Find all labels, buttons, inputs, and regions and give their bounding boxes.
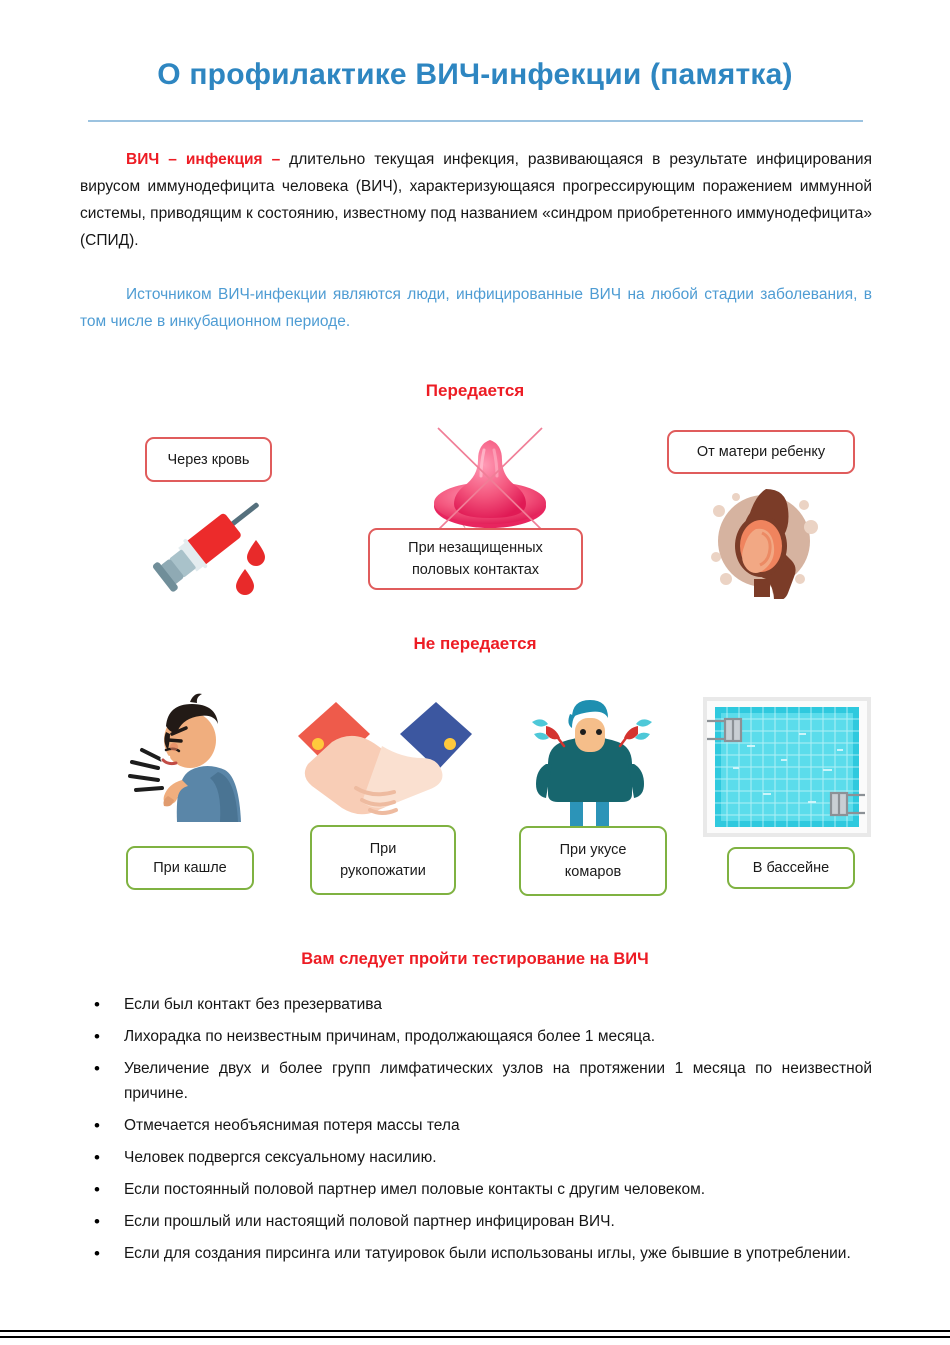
list-item [80, 1024, 872, 1049]
swimming-pool-icon [703, 697, 871, 837]
transmitted-label-sex [368, 528, 583, 590]
not-transmitted-label-handshake [310, 825, 456, 895]
not-transmitted-label-handshake-line2: рукопожатии [340, 863, 426, 879]
page-title-container [0, 58, 950, 92]
transmitted-label-mother-child [667, 430, 855, 474]
condom-crossed-icon [418, 420, 563, 535]
bullet-marker: • [94, 1180, 100, 1199]
transmitted-label-sex-line2: половых контактах [411, 562, 540, 578]
syringe-blood-icon [145, 492, 295, 597]
transmitted-label-mother-child-text: От матери ребенку [696, 444, 826, 460]
list-item [80, 1113, 872, 1138]
footer-divider-top [0, 1330, 950, 1332]
intro-paragraph [80, 146, 872, 254]
not-transmitted-label-cough-text: При кашле [153, 860, 227, 876]
bullet-marker: • [94, 1116, 100, 1135]
bullet-marker: • [94, 1244, 100, 1263]
bullet-marker: • [94, 995, 100, 1014]
bullet-marker: • [94, 1027, 100, 1046]
list-item [80, 1177, 872, 1202]
footer-divider-bottom [0, 1336, 950, 1338]
page-title: О профилактике ВИЧ-инфекции (памятка) [157, 58, 793, 91]
not-transmitted-label-handshake-line1: При [369, 841, 397, 857]
list-item-text: Отмечается необъяснимая потеря массы тела [124, 1117, 460, 1134]
pregnant-woman-icon [706, 483, 822, 599]
source-note-paragraph [80, 281, 872, 335]
list-item-text: Лихорадка по неизвестным причинам, продолжающаяся более 1 месяца. [124, 1028, 656, 1045]
section-heading-transmitted: Передается [425, 381, 525, 400]
bullet-marker: • [94, 1148, 100, 1167]
list-item-text: Увеличение двух и более групп лимфатических узлов на протяжении 1 месяца по неизвестной причине. [124, 1060, 872, 1102]
list-item-text: Если для создания пирсинга или татуировок были использованы иглы, уже бывшие в употреблении. [124, 1245, 851, 1262]
not-transmitted-label-pool-text: В бассейне [752, 860, 830, 876]
list-item-text: Если прошлый или настоящий половой партнер инфицирован ВИЧ. [124, 1213, 615, 1230]
testing-bullet-list [80, 992, 872, 1273]
list-item [80, 1056, 872, 1106]
not-transmitted-label-pool [727, 847, 855, 889]
not-transmitted-label-mosquito-line2: комаров [564, 864, 622, 880]
intro-highlight: ВИЧ – инфекция – [126, 151, 281, 168]
section-heading-not-transmitted: Не передается [413, 634, 537, 653]
not-transmitted-label-mosquito [519, 826, 667, 896]
transmitted-label-sex-line1: При незащищенных [408, 540, 543, 556]
bullet-marker: • [94, 1212, 100, 1231]
list-item [80, 1209, 872, 1234]
list-item [80, 1241, 872, 1266]
list-item [80, 1145, 872, 1170]
list-item-text: Если постоянный половой партнер имел половые контакты с другим человеком. [124, 1181, 706, 1198]
intro-text: длительно текущая инфекция, развивающаяся в результате инфицирования вирусом иммунодефицита человека (ВИЧ), характеризующаяся прогрессирующим поражением иммунной системы, приводящим к состоянию, известному под названием «синдром приобретенного иммунодефицита» (СПИД). [80, 151, 872, 249]
title-divider [88, 120, 863, 122]
source-note-text: Источником ВИЧ-инфекции являются люди, инфицированные ВИЧ на любой стадии заболевания, в том числе в инкубационном периоде. [80, 286, 872, 330]
coughing-man-icon [122, 692, 267, 827]
section-heading-testing: Вам следует пройти тестирование на ВИЧ [301, 950, 649, 968]
list-item-text: Человек подвергся сексуальному насилию. [124, 1149, 437, 1166]
handshake-icon [296, 700, 474, 820]
list-item [80, 992, 872, 1017]
mosquito-bite-icon [512, 690, 672, 830]
transmitted-label-blood-text: Через кровь [167, 451, 250, 468]
bullet-marker: • [94, 1059, 100, 1078]
list-item-text: Если был контакт без презерватива [124, 996, 382, 1013]
not-transmitted-label-mosquito-line1: При укусе [559, 842, 627, 858]
not-transmitted-label-cough [126, 846, 254, 890]
transmitted-label-blood [145, 437, 272, 482]
